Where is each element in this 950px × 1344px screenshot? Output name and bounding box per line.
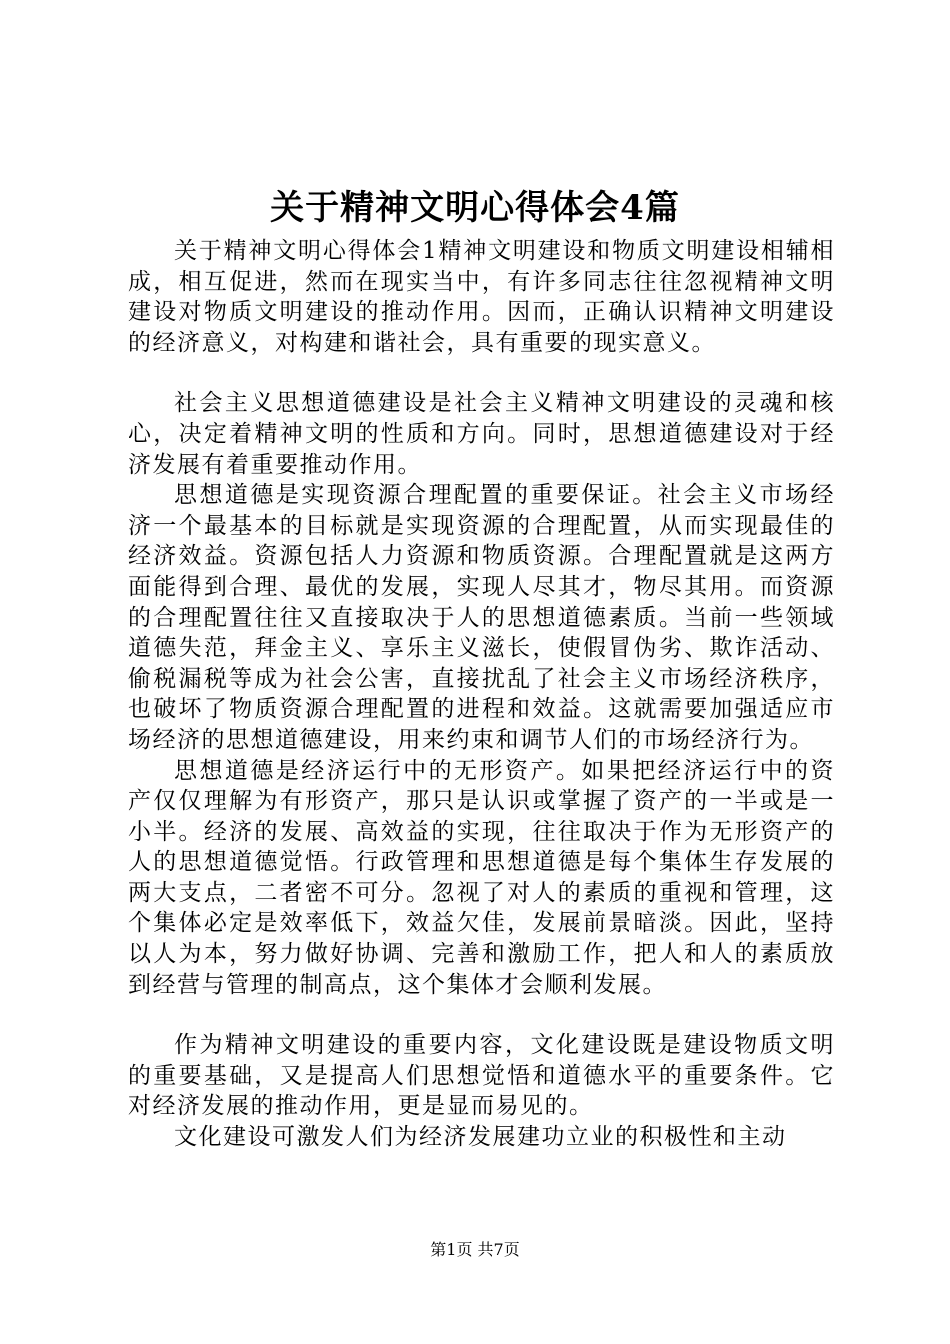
page-footer: 第1页 共7页 bbox=[430, 1240, 520, 1259]
paragraph-intro: 关于精神文明心得体会1精神文明建设和物质文明建设相辅相成，相互促进，然而在现实当中，有许多同志往往忽视精神文明建设对物质文明建设的推动作用。因而，正确认识精神文明建设的经济意义，对构建和谐社会，具有重要的现实意义。 bbox=[128, 238, 835, 356]
paragraph-moral-construction: 社会主义思想道德建设是社会主义精神文明建设的灵魂和核心，决定着精神文明的性质和方向。同时，思想道德建设对于经济发展有着重要推动作用。 bbox=[128, 390, 835, 478]
document-body bbox=[128, 236, 835, 1153]
paragraph-culture-motivation: 文化建设可激发人们为经济发展建功立业的积极性和主动 bbox=[174, 1124, 787, 1151]
paragraph-resource-allocation: 思想道德是实现资源合理配置的重要保证。社会主义市场经济一个最基本的目标就是实现资源的合理配置，从而实现最佳的经济效益。资源包括人力资源和物质资源。合理配置就是这两方面能得到合理、最优的发展，实现人尽其才，物尽其用。而资源的合理配置往往又直接取决于人的思想道德素质。当前一些领域道德失范，拜金主义、享乐主义滋长，使假冒伪劣、欺诈活动、偷税漏税等成为社会公害，直接扰乱了社会主义市场经济秩序，也破坏了物质资源合理配置的进程和效益。这就需要加强适应市场经济的思想道德建设，用来约束和调节人们的市场经济行为。 bbox=[128, 482, 835, 753]
paragraph-intangible-assets: 思想道德是经济运行中的无形资产。如果把经济运行中的资产仅仅理解为有形资产，那只是认识或掌握了资产的一半或是一小半。经济的发展、高效益的实现，往往取决于作为无形资产的人的思想道德觉悟。行政管理和思想道德是每个集体生存发展的两大支点，二者密不可分。忽视了对人的素质的重视和管理，这个集体必定是效率低下，效益欠佳，发展前景暗淡。因此，坚持以人为本，努力做好协调、完善和激励工作，把人和人的素质放到经营与管理的制高点，这个集体才会顺利发展。 bbox=[128, 757, 835, 998]
paragraph-cultural-construction: 作为精神文明建设的重要内容，文化建设既是建设物质文明的重要基础，又是提高人们思想觉悟和道德水平的重要条件。它对经济发展的推动作用，更是显而易见的。 bbox=[128, 1032, 835, 1120]
document-title: 关于精神文明心得体会4篇 bbox=[270, 188, 680, 228]
